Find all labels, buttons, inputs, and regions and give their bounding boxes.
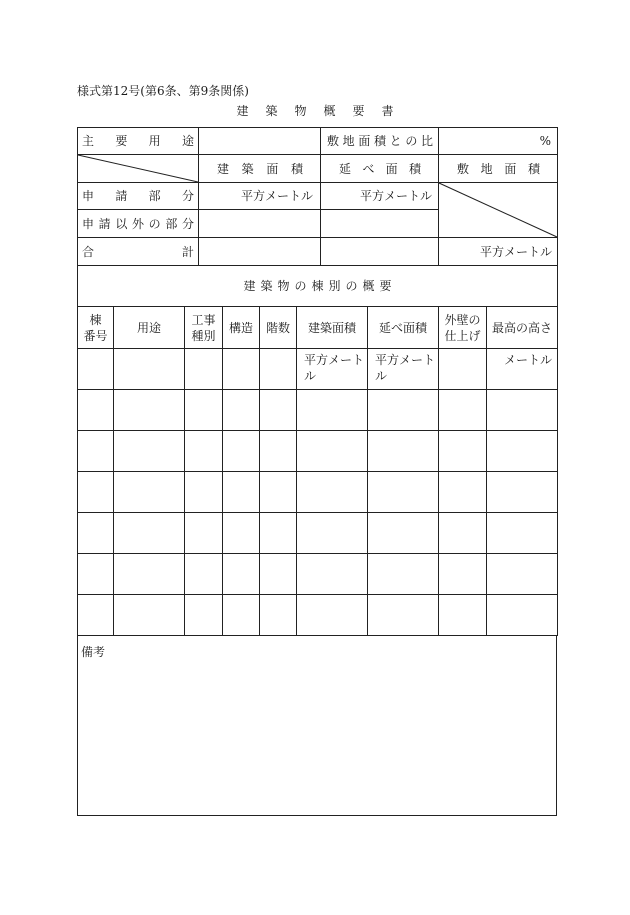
structure-cell [223,390,260,431]
use-cell [114,513,185,554]
construction-type-cell [185,554,223,595]
floors-cell [260,390,297,431]
total-floor-area-cell [368,390,439,431]
total-floor-area-header: 延べ面積 [321,155,439,183]
building-row [78,349,558,390]
construction-type-cell [185,349,223,390]
main-use-value-cell [199,128,321,155]
use-cell [114,390,185,431]
building-number-cell [78,472,114,513]
building-number-cell [78,595,114,636]
total-floor-area-header: 延べ面積 [368,307,439,349]
total-floor-area-unit: 平方メートル [375,353,436,383]
exterior-finish-cell [439,554,487,595]
building-number-cell [78,554,114,595]
main-use-row [78,128,558,155]
floors-cell [260,472,297,513]
max-height-cell [487,472,558,513]
use-cell [114,349,185,390]
building-area-cell [297,513,368,554]
building-number-header: 棟 番号 [78,307,114,349]
building-number-cell [78,390,114,431]
site-ratio-label: 敷地面積との比 [321,128,439,155]
total-row [78,238,558,266]
building-area-cell [297,554,368,595]
use-cell [114,472,185,513]
building-row [78,472,558,513]
other-label: 申請以外の部分 [78,210,199,238]
remarks-box [77,636,557,816]
application-row [78,183,558,210]
building-area-cell [297,349,368,390]
exterior-finish-cell [439,472,487,513]
building-area-cell [297,595,368,636]
construction-type-header: 工事 種別 [185,307,223,349]
building-number-cell [78,431,114,472]
total-floor-area-cell [368,554,439,595]
building-area-header: 建築面積 [297,307,368,349]
structure-cell [223,472,260,513]
exterior-finish-cell [439,390,487,431]
structure-cell [223,595,260,636]
construction-type-cell [185,513,223,554]
use-cell [114,554,185,595]
building-row [78,595,558,636]
structure-cell [223,431,260,472]
diagonal-line [439,183,557,237]
max-height-unit: メートル [503,353,552,367]
building-row [78,431,558,472]
building-number-cell [78,513,114,554]
diagonal-line [78,155,198,182]
total-floor-area-cell [368,431,439,472]
remarks-label: 備考 [81,645,106,659]
max-height-cell [487,595,558,636]
floors-cell [260,431,297,472]
form-sheet [77,127,557,816]
building-row [78,554,558,595]
use-cell [114,431,185,472]
section-title-row [78,266,558,307]
max-height-cell [487,349,558,390]
building-area-unit: 平方メートル [304,353,365,383]
other-building-area-cell [199,210,321,238]
exterior-finish-cell [439,513,487,554]
building-number-cell [78,349,114,390]
construction-type-cell [185,431,223,472]
building-area-header: 建築面積 [199,155,321,183]
diagonal-blank-cell [78,155,199,183]
total-building-area-cell [199,238,321,266]
structure-cell [223,554,260,595]
building-row [78,390,558,431]
building-area-cell [297,390,368,431]
total-label: 合計 [78,238,199,266]
structure-header: 構造 [223,307,260,349]
site-area-header: 敷地面積 [439,155,558,183]
building-row [78,513,558,554]
application-floor-area-unit: 平方メートル [321,183,439,210]
building-area-cell [297,431,368,472]
buildings-table [77,306,558,636]
total-floor-area-cell [368,513,439,554]
exterior-finish-header: 外壁の 仕上げ [439,307,487,349]
max-height-cell [487,431,558,472]
form-number: 様式第12号(第6条、第9条関係) [77,84,249,98]
use-cell [114,595,185,636]
structure-cell [223,349,260,390]
max-height-cell [487,554,558,595]
exterior-finish-cell [439,431,487,472]
building-area-cell [297,472,368,513]
buildings-header-row [78,307,558,349]
total-floor-area-cell [321,238,439,266]
total-floor-area-cell [368,349,439,390]
structure-cell [223,513,260,554]
max-height-header: 最高の高さ [487,307,558,349]
total-floor-area-cell [368,595,439,636]
total-site-area-unit: 平方メートル [439,238,558,266]
floors-header: 階数 [260,307,297,349]
summary-table [77,127,558,307]
total-floor-area-cell [368,472,439,513]
document-title: 建築物概要書 [236,104,411,118]
construction-type-cell [185,472,223,513]
main-use-label: 主要用途 [78,128,199,155]
floors-cell [260,513,297,554]
floors-cell [260,554,297,595]
application-building-area-unit: 平方メートル [199,183,321,210]
application-label: 申請部分 [78,183,199,210]
construction-type-cell [185,390,223,431]
diagonal-blank-cell [439,183,558,238]
exterior-finish-cell [439,595,487,636]
floors-cell [260,349,297,390]
floors-cell [260,595,297,636]
site-ratio-unit: % [439,128,558,155]
max-height-cell [487,390,558,431]
area-header-row [78,155,558,183]
use-header: 用途 [114,307,185,349]
max-height-cell [487,513,558,554]
other-floor-area-cell [321,210,439,238]
section-title: 建築物の棟別の概要 [78,266,558,307]
construction-type-cell [185,595,223,636]
exterior-finish-cell [439,349,487,390]
